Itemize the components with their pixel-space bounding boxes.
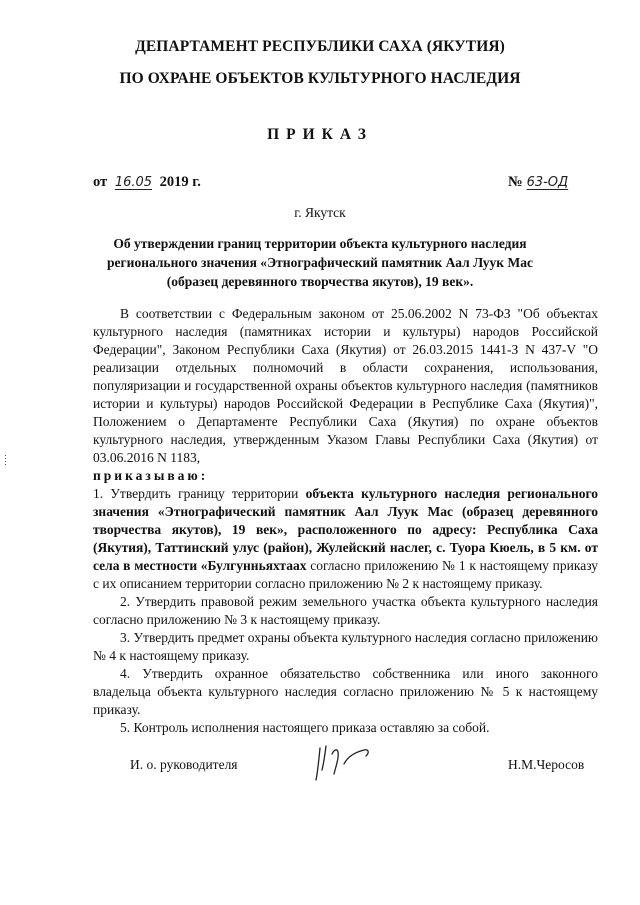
handwritten-date: 16.05 [114,175,153,190]
signatory-position: И. о. руководителя [130,757,238,772]
item-1-rest: согласно приложению № 1 к настоящему приказу с их описанием территории согласно приложению № 2 к настоящему приказу. [93,558,598,591]
item-1-object: объекта культурного наследия регионального значения «Этнографический памятник Аал Луук Мас (образец деревянного творчества якутов), 19 век», расположенного по адресу: Республика Саха (Якутия), Таттинский улус (район), Жулейский наслег, с. Туора Кюель, в 5 км. от села в местности «Булгунньяхтаах [93,486,599,573]
department-name-line2: ПО ОХРАНЕ ОБЪЕКТОВ КУЛЬТУРНОГО НАСЛЕДИЯ [119,70,521,87]
order-item-3: 3. Утвердить предмет охраны объекта культурного наследия согласно приложению № 4 к настоящему приказу. [93,630,599,663]
order-item-5: 5. Контроль исполнения настоящего приказа оставляю за собой. [120,720,490,735]
signatory-name: Н.М.Черосов [508,757,585,772]
order-item-2: 2. Утвердить правовой режим земельного участка объекта культурного наследия согласно приложению № 3 к настоящему приказу. [93,594,598,627]
item-1-intro: Утвердить границу территории [110,486,299,501]
number-sign: № [508,174,523,190]
order-date [93,174,201,191]
order-subject: Об утверждении границ территории объекта культурного наследия регионального значения «Этнографический памятник Аал Луук Мас (образец деревянного творчества якутов), 19 век». [107,236,533,289]
order-body [93,305,598,737]
preamble-paragraph: В соответствии с Федеральным законом от 25.06.2002 N 73-ФЗ "Об объектах культурного наследия (памятниках истории и культуры) народов Российской Федерации", Законом Республики Саха (Якутия) от 26.03.2015 1441-З N 437-V "О реализации отдельных полномочий в области сохранения, использования, популяризации и государственной охраны объектов культурного наследия (памятников истории и культуры) народов Российской Федерации в Республике Саха (Якутия)", Положением о Департаменте Республики Саха (Якутия) по охране объектов культурного наследия, утвержденным Указом Главы Республики Саха (Якутия) от 03.06.2016 N 1183, [93,306,598,465]
date-prefix: от [93,174,108,190]
city: г. Якутск [294,205,346,220]
date-year: 2019 г. [159,174,201,190]
order-item-4: 4. Утвердить охранное обязательство собственника или иного законного владельца объекта культурного наследия согласно приложению № 5 к настоящему приказу. [93,666,598,717]
scan-margin-mark [4,455,7,465]
order-item-1 [93,485,598,593]
handwritten-number: 63-ОД [526,175,569,190]
order-number [508,174,572,191]
handwritten-signature [310,740,380,785]
order-word: приказываю: [93,468,209,483]
item-1-number: 1. [93,486,104,501]
document-title: ПРИКАЗ [267,126,373,143]
department-name-line1: ДЕПАРТАМЕНТ РЕСПУБЛИКИ САХА (ЯКУТИЯ) [135,38,505,55]
